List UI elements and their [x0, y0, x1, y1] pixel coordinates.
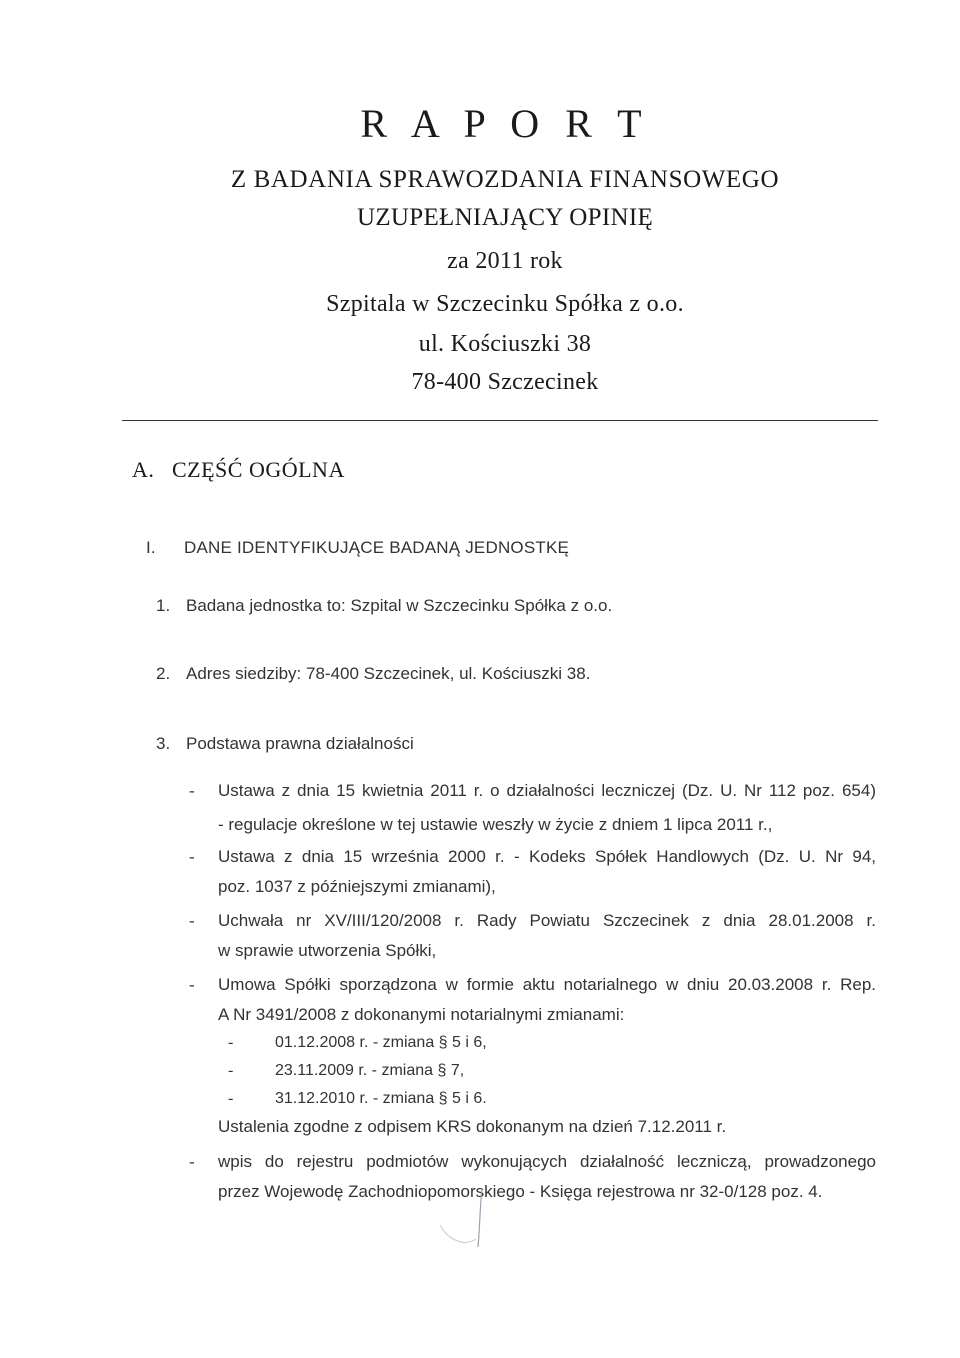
list-item-text: Adres siedziby: 78-400 Szczecinek, ul. Kościuszki 38. — [186, 664, 591, 683]
sub-list-item: 23.11.2009 r. - zmiana § 7, — [275, 1062, 465, 1079]
bullet-dash: - — [189, 975, 195, 994]
sub-list-item: 01.12.2008 r. - zmiana § 5 i 6, — [275, 1034, 487, 1051]
bullet-text: - regulacje określone w tej ustawie weszły w życie z dniem 1 lipca 2011 r., — [218, 815, 773, 834]
list-item — [156, 735, 414, 752]
bullet-note: Ustalenia zgodne z odpisem KRS dokonanym na dzień 7.12.2011 r. — [218, 1117, 727, 1136]
bullet-text: Ustawa z dnia 15 września 2000 r. - Kodeks Spółek Handlowych (Dz. U. Nr 94, — [218, 847, 876, 866]
sub-list-item: 31.12.2010 r. - zmiana § 5 i 6. — [275, 1090, 487, 1107]
report-subtitle: Z BADANIA SPRAWOZDANIA FINANSOWEGO — [230, 166, 780, 193]
header-divider — [122, 420, 878, 421]
report-title: R A P O R T — [360, 101, 650, 146]
entity-name: Szpitala w Szczecinku Spółka z o.o. — [326, 291, 684, 317]
sub-bullet-dash: - — [228, 1062, 234, 1079]
bullet-dash: - — [189, 847, 195, 866]
subsection-number: I. — [146, 538, 156, 557]
list-item-number: 3. — [156, 734, 171, 753]
subsection-title: DANE IDENTYFIKUJĄCE BADANĄ JEDNOSTKĘ — [184, 538, 570, 557]
report-year: za 2011 rok — [447, 248, 563, 274]
bullet-text: Uchwała nr XV/III/120/2008 r. Rady Powiatu Szczecinek z dnia 28.01.2008 r. — [218, 911, 876, 930]
bullet-dash: - — [189, 781, 195, 800]
bullet-dash: - — [189, 1152, 195, 1171]
list-item-number: 1. — [156, 596, 171, 615]
section-a-title: CZĘŚĆ OGÓLNA — [172, 457, 345, 482]
entity-city: 78-400 Szczecinek — [411, 369, 599, 395]
bullet-text: w sprawie utworzenia Spółki, — [218, 941, 437, 960]
bullet-text: wpis do rejestru podmiotów wykonujących działalność leczniczą, prowadzonego — [218, 1152, 876, 1171]
list-item-number: 2. — [156, 664, 171, 683]
bullet-text: A Nr 3491/2008 z dokonanymi notarialnymi zmianami: — [218, 1005, 625, 1024]
list-item — [156, 665, 590, 682]
subsection-heading — [146, 539, 569, 556]
entity-street: ul. Kościuszki 38 — [418, 331, 592, 357]
bullet-text: poz. 1037 z późniejszymi zmianami), — [218, 877, 496, 896]
bullet-text: Umowa Spółki sporządzona w formie aktu notarialnego w dniu 20.03.2008 r. Rep. — [218, 975, 876, 994]
bullet-text: przez Wojewodę Zachodniopomorskiego - Księga rejestrowa nr 32-0/128 poz. 4. — [218, 1182, 823, 1201]
section-a-number: A. — [132, 457, 155, 482]
list-item-text: Podstawa prawna działalności — [186, 734, 414, 753]
report-subtitle-2: UZUPEŁNIAJĄCY OPINIĘ — [356, 204, 654, 231]
bullet-dash: - — [189, 911, 195, 930]
bullet-text: Ustawa z dnia 15 kwietnia 2011 r. o działalności leczniczej (Dz. U. Nr 112 poz. 654) — [218, 781, 876, 800]
section-a-heading — [132, 457, 345, 483]
list-item — [156, 597, 612, 614]
sub-bullet-dash: - — [228, 1090, 234, 1107]
handwritten-mark — [430, 1185, 500, 1255]
list-item-text: Badana jednostka to: Szpital w Szczecinku Spółka z o.o. — [186, 596, 613, 615]
sub-bullet-dash: - — [228, 1034, 234, 1051]
